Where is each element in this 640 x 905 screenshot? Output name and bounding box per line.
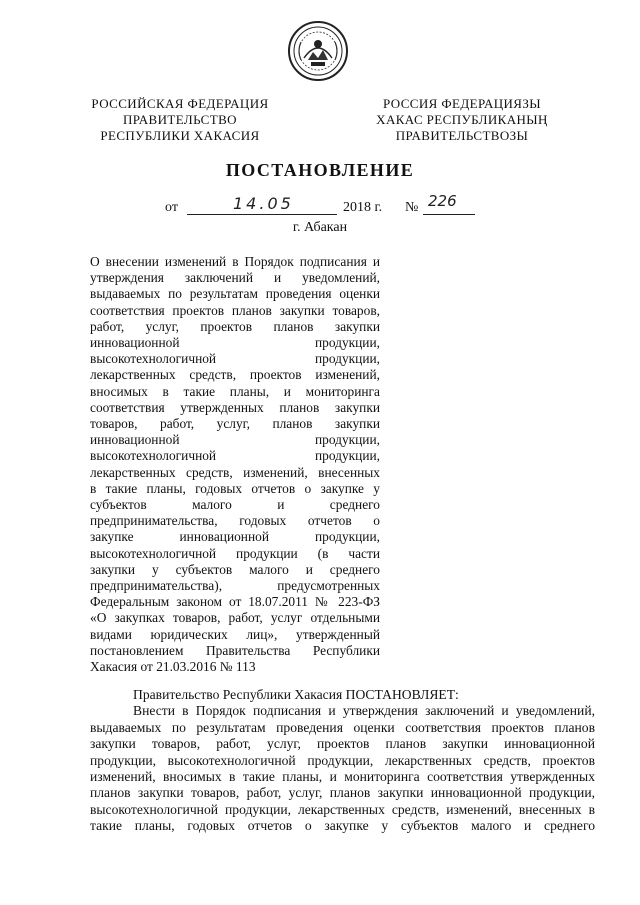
number-underline — [423, 214, 475, 215]
handwritten-date: 14.05 — [233, 194, 294, 213]
header-left-block — [80, 96, 280, 144]
subject-line: товаров, работ, услуг, планов закупки — [90, 416, 380, 432]
date-year: 2018 г. — [343, 200, 383, 215]
subject-line: предпринимательства), предусмотренных — [90, 578, 380, 594]
subject-line: субъектов малого и среднего — [90, 497, 380, 513]
paragraph-line: Внести в Порядок подписания и утверждения заключений и уведомлений, — [133, 703, 595, 719]
header-left-line: РОССИЙСКАЯ ФЕДЕРАЦИЯ — [91, 96, 269, 111]
header-left-line: ПРАВИТЕЛЬСТВО — [123, 112, 237, 127]
paragraph-line: высокотехнологичной продукции, лекарственных средств, изменений, внесенных в — [90, 801, 595, 817]
decree-intro: Правительство Республики Хакасия ПОСТАНОВЛЯЕТ: — [133, 687, 459, 702]
number-label: № — [405, 200, 419, 215]
subject-line: закупке инновационной продукции, — [90, 529, 380, 545]
subject-line: выдаваемых по результатам проведения оценки — [90, 286, 380, 302]
subject-line: высокотехнологичной продукции (в части — [90, 545, 380, 561]
header-right-line: ПРАВИТЕЛЬСТВОЗЫ — [395, 128, 529, 143]
paragraph-line: планов закупки товаров, работ, услуг, планов закупки инновационной продукции, — [90, 785, 595, 801]
subject-line: лекарственных средств, проектов изменений, — [90, 367, 380, 383]
city-name: г. Абакан — [292, 220, 348, 235]
paragraph-line: закупки товаров, работ, услуг, проектов планов закупки инновационной — [90, 736, 595, 752]
decree-paragraph — [90, 703, 595, 834]
decree-body — [90, 687, 595, 835]
subject-line: соответствия проектов планов закупки товаров, — [90, 302, 380, 318]
subject-line: предпринимательства, годовых отчетов о — [90, 513, 380, 529]
handwritten-number: 226 — [428, 192, 457, 210]
subject-line: высокотехнологичной продукции, — [90, 448, 380, 464]
coat-of-arms-emblem — [287, 20, 349, 82]
paragraph-line: изменений, вносимых в такие планы, и мониторинга соответствия утвержденных — [90, 769, 595, 785]
paragraph-line: продукции, высокотехнологичной продукции, лекарственных средств, проектов — [90, 752, 595, 768]
date-number-line — [165, 192, 495, 218]
header-right-line: РОССИЯ ФЕДЕРАЦИЯЗЫ — [382, 96, 542, 111]
subject-line: работ, услуг, проектов планов закупки — [90, 318, 380, 334]
subject-line: утверждения заключений и уведомлений, — [90, 270, 380, 286]
subject-line: инновационной продукции, — [90, 335, 380, 351]
document-title: ПОСТАНОВЛЕНИЕ — [225, 160, 415, 180]
subject-line: соответствия утвержденных планов закупки — [90, 399, 380, 415]
header-right-line: ХАКАС РЕСПУБЛИКАНЫҢ — [376, 112, 548, 127]
subject-block — [90, 254, 380, 675]
subject-line: закупки у субъектов малого и среднего — [90, 561, 380, 577]
subject-line: Федеральным законом от 18.07.2011 № 223-ФЗ — [90, 594, 380, 610]
date-underline — [187, 214, 337, 215]
date-prefix: от — [165, 200, 178, 215]
header-right-block — [352, 96, 572, 144]
subject-line: видами юридических лиц», утвержденный — [90, 626, 380, 642]
subject-line: «О закупках товаров, работ, услуг отдельными — [90, 610, 380, 626]
subject-line: О внесении изменений в Порядок подписания и — [90, 254, 380, 269]
subject-line: вносимых в такие планы, и мониторинга — [90, 383, 380, 399]
paragraph-line: такие планы, годовых отчетов о закупке у субъектов малого и среднего — [90, 818, 595, 834]
header-left-line: РЕСПУБЛИКИ ХАКАСИЯ — [100, 128, 260, 143]
paragraph-line: выдаваемых по результатам проведения оценки соответствия проектов планов — [90, 719, 595, 735]
subject-line: в такие планы, годовых отчетов о закупке у — [90, 480, 380, 496]
subject-line: Хакасия от 21.03.2016 № 113 — [90, 659, 256, 675]
subject-line: высокотехнологичной продукции, — [90, 351, 380, 367]
subject-line: инновационной продукции, — [90, 432, 380, 448]
subject-line: постановлением Правительства Республики — [90, 642, 380, 658]
subject-line: лекарственных средств, изменений, внесенных — [90, 464, 380, 480]
